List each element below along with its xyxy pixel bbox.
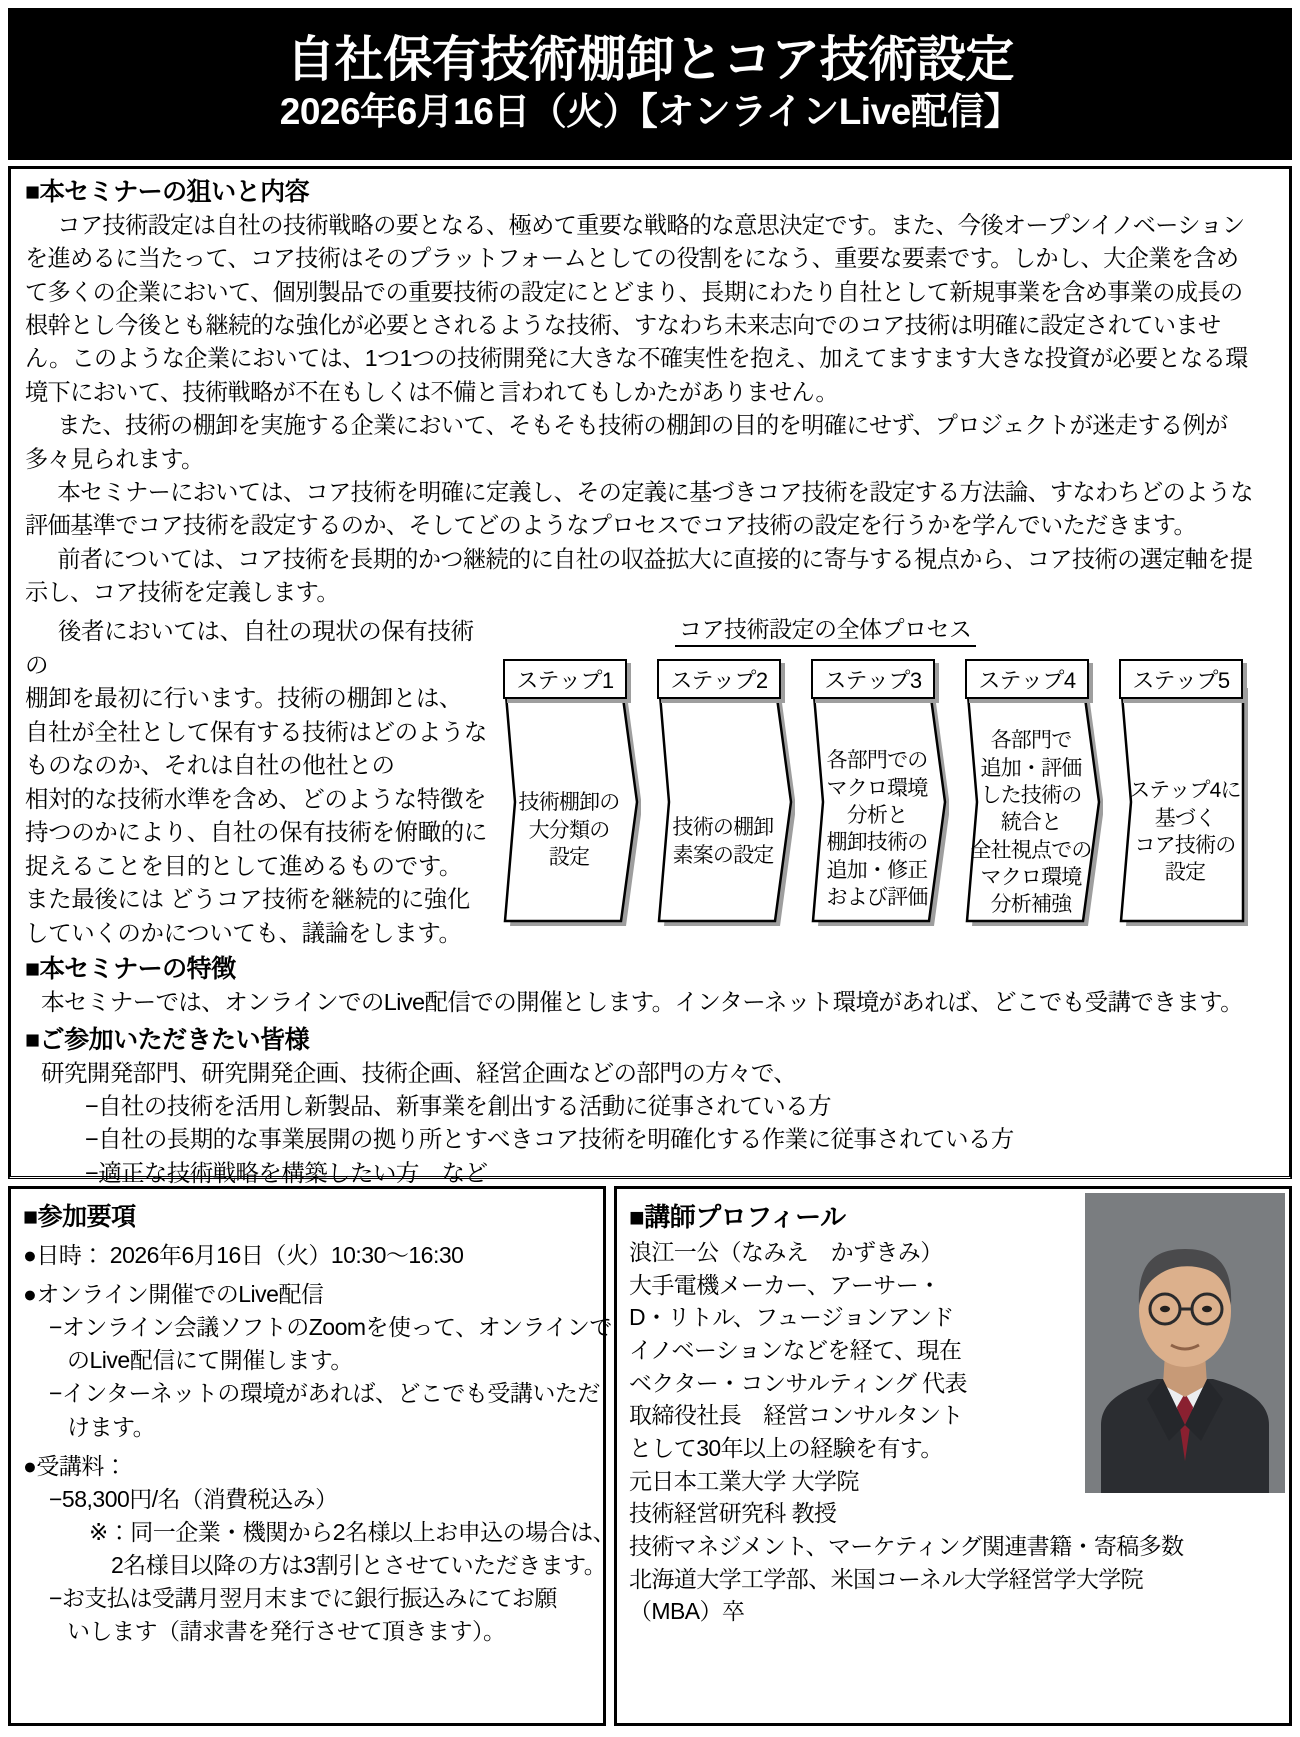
step-1-line-3: 設定: [548, 845, 590, 869]
fee-line-3: 2名様目以降の方は3割引とさせていただきます。: [111, 1551, 607, 1578]
instructor-box: [614, 1186, 1292, 1726]
features-section-heading: ■本セミナーの特徴: [25, 955, 236, 984]
step-1-line-1: 技術棚卸の: [518, 791, 620, 815]
step-2-line-1: 技術の棚卸: [672, 816, 774, 840]
step-2-body: [659, 814, 787, 869]
diagram-title: コア技術設定の全体プロセス: [675, 611, 976, 647]
step-2-line-2: 素案の設定: [672, 843, 774, 867]
process-step-1: [497, 659, 641, 927]
instructor-bio-2: D・リトル、フュージョンアンド: [629, 1304, 954, 1331]
chevron-shape-icon: [651, 677, 795, 927]
participation-heading: ■参加要項: [23, 1203, 136, 1231]
aim-left-column: [25, 615, 495, 950]
step-5-line-2: 基づく: [1154, 806, 1216, 830]
step-5-line-3: コア技術の: [1134, 833, 1236, 857]
instructor-heading: ■講師プロフィール: [629, 1202, 846, 1232]
step-4-line-5: 全社視点での: [970, 838, 1092, 862]
aim-paragraph-2: また、技術の棚卸を実施する企業において、そもそも技術の棚卸の目的を明確にせず、プロジェクトが迷走する例が多々見られます。: [25, 412, 1228, 472]
aim-paragraph-3: 本セミナーにおいては、コア技術を明確に定義し、その定義に基づきコア技術を設定する方法論、すなわちどのような評価基準でコア技術を設定するのか、そしてどのようなプロセスでコア技術の設定を行うかを学んでいただきます。: [25, 478, 1253, 539]
step-1-badge: ステップ1: [503, 659, 627, 699]
left-col-line-2: 棚卸を最初に行います。技術の棚卸とは、: [25, 685, 463, 712]
online-line-1: −オンライン会議ソフトのZoomを使って、オンラインで: [49, 1314, 612, 1341]
process-step-5: [1113, 659, 1257, 927]
features-text: 本セミナーでは、オンラインでのLive配信での開催とします。インターネット環境があれば、どこでも受講できます。: [41, 989, 1244, 1016]
step-3-line-1: 各部門での: [826, 749, 928, 773]
instructor-bio-6: として30年以上の経験を有す。: [629, 1434, 943, 1461]
step-1-line-2: 大分類の: [528, 818, 610, 842]
instructor-extra-3: （MBA）卒: [629, 1598, 745, 1625]
step-4-line-2: 追加・評価: [980, 756, 1082, 780]
step-5-badge: ステップ5: [1119, 659, 1243, 699]
datetime-value: 2026年6月16日（火）10:30～16:30: [109, 1242, 464, 1268]
left-col-line-1: 後者においては、自社の現状の保有技術の: [25, 618, 474, 678]
left-col-line-5: 相対的な技術水準を含め、どのような特徴を: [25, 785, 487, 812]
bottom-row: [8, 1186, 1292, 1726]
online-heading: ●オンライン開催でのLive配信: [23, 1281, 324, 1308]
aim-paragraph-4: 前者については、コア技術を長期的かつ継続的に自社の収益拡大に直接的に寄与する視点から、コア技術の選定軸を提示し、コア技術を定義します。: [25, 545, 1253, 605]
flyer-header: [8, 8, 1292, 160]
fee-line-1: −58,300円/名（消費税込み）: [49, 1485, 338, 1512]
left-col-line-3: 自社が全社として保有する技術はどのような: [25, 718, 487, 745]
datetime-label: ●日時：: [23, 1242, 104, 1268]
process-diagram: [497, 611, 1287, 927]
instructor-name: 浪江一公（なみえ かずきみ）: [629, 1239, 943, 1265]
step-2-badge: ステップ2: [657, 659, 781, 699]
step-5-line-4: 設定: [1164, 861, 1206, 885]
step-3-badge: ステップ3: [811, 659, 935, 699]
online-line-2: のLive配信にて開催します。: [67, 1347, 353, 1374]
audience-section-heading: ■ご参加いただきたい皆様: [25, 1026, 310, 1055]
left-col-line-6: 持つのかにより、自社の保有技術を俯瞰的に: [25, 819, 487, 846]
instructor-bio-4: ベクター・コンサルティング 代表: [629, 1369, 967, 1396]
diagram-steps: [497, 659, 1287, 927]
lower-sections: [25, 954, 1275, 1190]
fee-heading: ●受講料：: [23, 1452, 127, 1479]
instructor-extra-2: 北海道大学工学部、米国コーネル大学経営学大学院: [629, 1565, 1144, 1592]
left-col-line-4: ものなのか、それは自社の他社との: [25, 752, 395, 779]
diagram-and-text-row: [25, 615, 1275, 950]
step-3-line-4: 棚卸技術の: [826, 831, 928, 855]
online-line-4: けます。: [67, 1413, 156, 1440]
online-line-3: −インターネットの環境があれば、どこでも受講いただ: [49, 1380, 600, 1407]
main-content-box: [8, 166, 1292, 1186]
audience-item-3: −適正な技術戦略を構築したい方 など: [85, 1159, 488, 1186]
step-1-body: [505, 789, 633, 871]
fee-line-2: ※：同一企業・機関から2名様以上お申込の場合は、: [89, 1518, 616, 1545]
instructor-extra-1: 技術マネジメント、マーケティング関連書籍・寄稿多数: [629, 1532, 1184, 1559]
left-col-line-8: また最後には どうコア技術を継続的に強化: [25, 886, 471, 913]
instructor-bio-3: イノベーションなどを経て、現在: [629, 1336, 962, 1363]
step-4-line-4: 統合と: [1000, 811, 1062, 835]
audience-item-2: −自社の長期的な事業展開の拠り所とすべきコア技術を明確化する作業に従事されている方: [85, 1126, 1014, 1153]
audience-intro: 研究開発部門、研究開発企画、技術企画、経営企画などの部門の方々で、: [41, 1060, 797, 1087]
aim-paragraph-1: コア技術設定は自社の技術戦略の要となる、極めて重要な戦略的な意思決定です。また、今後オープンイノベーションを進めるに当たって、コア技術はそのプラットフォームとしての役割をになう、重要な要素です。しかし、大企業を含めて多くの企業において、個別製品での重要技術の設定にとどまり、長期にわたり自社として新規事業を含め事業の成長の根幹とし今後とも継続的な強化が必要とされるような技術、すなわち未来志向でのコア技術は明確に設定されていません。このような企業においては、1つ1つの技術開発に大きな不確実性を抱え、加えてますます大きな投資が必要となる環境下において、技術戦略が不在もしくは不備と言われてもしかたがありません。: [25, 212, 1248, 405]
process-step-3: [805, 659, 949, 927]
step-3-body: [813, 747, 941, 911]
step-5-line-1: ステップ4に: [1129, 779, 1241, 803]
step-3-line-6: および評価: [826, 885, 928, 909]
step-4-badge: ステップ4: [965, 659, 1089, 699]
process-step-2: [651, 659, 795, 927]
step-3-line-3: 分析と: [846, 803, 908, 827]
instructor-affiliation-1: 元日本工業大学 大学院: [629, 1467, 859, 1494]
page-subtitle: 2026年6月16日（火）【オンラインLive配信】: [279, 91, 1021, 133]
step-4-line-1: 各部門で: [990, 729, 1072, 753]
instructor-bio-1: 大手電機メーカー、アーサー・: [629, 1271, 941, 1298]
fee-line-4: −お支払は受講月翌月末までに銀行振込みにてお願: [49, 1585, 557, 1612]
participation-datetime: [23, 1239, 591, 1272]
audience-item-1: −自社の技術を活用し新製品、新事業を創出する活動に従事されている方: [85, 1092, 831, 1119]
process-step-4: [959, 659, 1103, 927]
step-3-line-5: 追加・修正: [826, 858, 928, 882]
page-title: 自社保有技術棚卸とコア技術設定: [286, 33, 1014, 88]
step-4-line-3: した技術の: [980, 783, 1082, 807]
left-col-line-9: していくのかについても、議論をします。: [25, 919, 462, 946]
step-4-line-6: マクロ環境: [980, 865, 1082, 889]
step-5-body: [1121, 777, 1249, 886]
fee-line-5: いします（請求書を発行させて頂きます）。: [67, 1618, 506, 1645]
aim-section-heading: ■本セミナーの狙いと内容: [25, 178, 310, 206]
step-4-line-7: 分析補強: [990, 893, 1072, 917]
step-3-line-2: マクロ環境: [826, 776, 928, 800]
step-4-body: [967, 727, 1095, 918]
instructor-bio-5: 取締役社長 経営コンサルタント: [629, 1402, 963, 1429]
left-col-line-7: 捉えることを目的として進めるものです。: [25, 852, 463, 879]
participation-box: [8, 1186, 616, 1726]
instructor-affiliation-2: 技術経営研究科 教授: [629, 1500, 837, 1527]
